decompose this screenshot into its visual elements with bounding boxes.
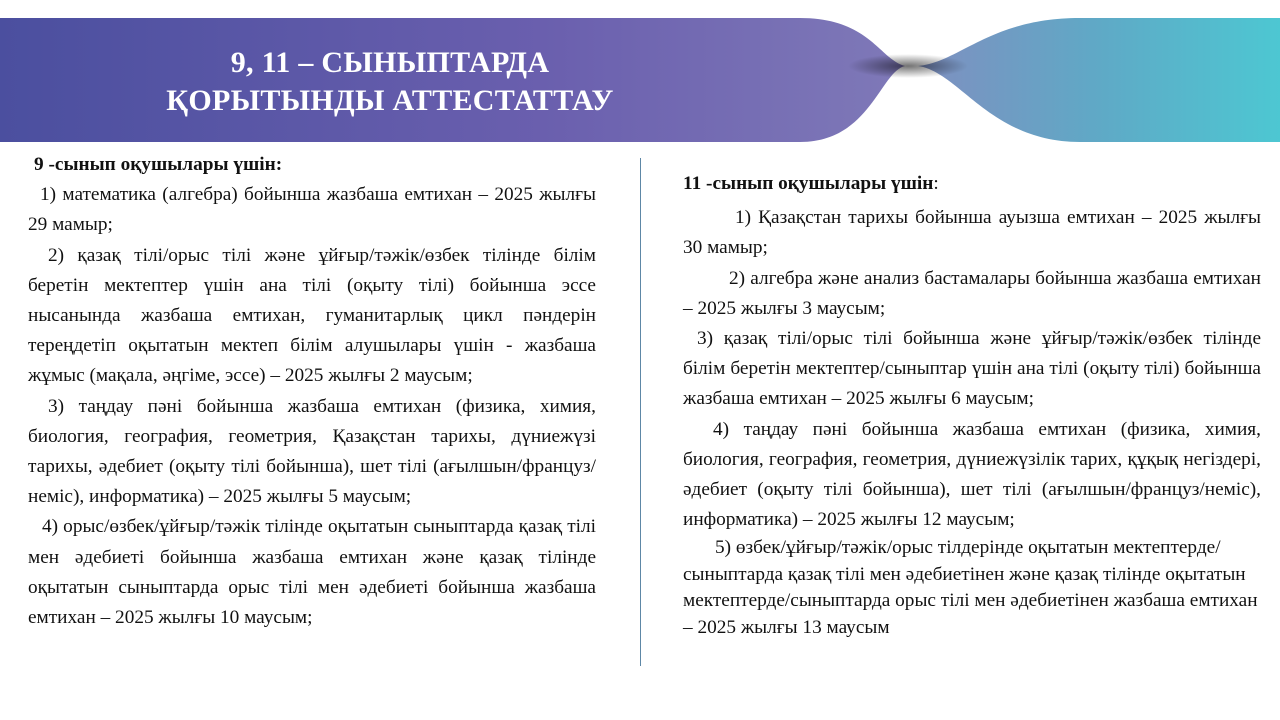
title-line-2: ҚОРЫТЫНДЫ АТТЕСТАТТАУ [166, 84, 614, 117]
grade9-item-1: 1) математика (алгебра) бойынша жазбаша емтихан – 2025 жылғы 29 мамыр; [28, 184, 596, 236]
grade11-item-4: 4) таңдау пәні бойынша жазбаша емтихан (физика, химия, биология, география, геометрия, дүниежүзілік тарих, құқық негіздері, әдебиет (оқыту тілі бойынша), шет тілі (ағылшын/француз/неміс), информатика) – 2025 жылғы 12 маусым; [683, 418, 1261, 531]
grade11-item-2: 2) алгебра және анализ бастамалары бойынша жазбаша емтихан – 2025 жылғы 3 маусым; [683, 267, 1261, 319]
grade11-section [683, 169, 1261, 641]
grade11-heading [683, 169, 1261, 199]
grade9-heading: 9 -сынып оқушылары үшін: [34, 154, 283, 175]
header-banner [0, 0, 1280, 150]
grade11-item-3: 3) қазақ тілі/орыс тілі бойынша және ұйғыр/тәжік/өзбек тілінде білім беретін мектептер/сыныптар үшін ана тілі (оқыту тілі) бойынша жазбаша емтихан – 2025 жылғы 6 маусым; [683, 328, 1261, 410]
grade11-item-5: 5) өзбек/ұйғыр/тәжік/орыс тілдерінде оқытатын мектептерде/сыныптарда қазақ тілі мен әдебиетінен және қазақ тілінде оқытатын мектептерде/сыныптарда орыс тілі мен әдебиетінен жазбаша емтихан – 2025 жылғы 13 маусым [683, 537, 1258, 638]
grade11-item-1: 1) Қазақстан тарихы бойынша ауызша емтихан – 2025 жылғы 30 мамыр; [683, 207, 1261, 259]
page-title [130, 44, 650, 120]
grade9-item-4: 4) орыс/өзбек/ұйғыр/тәжік тілінде оқытатын сыныптарда қазақ тілі мен әдебиеті бойынша жазбаша емтихан және қазақ тілінде оқытатын сыныптарда орыс тілі мен әдебиеті бойынша жазбаша емтихан – 2025 жылғы 10 маусым; [28, 516, 596, 629]
grade9-section [28, 150, 596, 633]
column-divider [640, 158, 641, 666]
title-line-1: 9, 11 – СЫНЫПТАРДА [230, 46, 550, 79]
grade11-heading-text: 11 -сынып оқушылары үшін [683, 173, 934, 194]
grade9-item-2: 2) қазақ тілі/орыс тілі және ұйғыр/тәжік/өзбек тілінде білім беретін мектептер үшін ана тілі (оқыту тілі) бойынша эссе нысанында жазбаша емтихан, гуманитарлық цикл пәндерін тереңдетіп оқытатын мектеп білім алушылары үшін - жазбаша жұмыс (мақала, әңгіме, эссе) – 2025 жылғы 2 маусым; [28, 244, 596, 387]
grade9-item-3: 3) таңдау пәні бойынша жазбаша емтихан (физика, химия, биология, география, геометрия, Қазақстан тарихы, дүниежүзі тарихы, әдебиет (оқыту тілі бойынша), шет тілі (ағылшын/француз/неміс), информатика) – 2025 жылғы 5 маусым; [28, 395, 596, 508]
grade11-heading-colon: : [933, 173, 939, 194]
